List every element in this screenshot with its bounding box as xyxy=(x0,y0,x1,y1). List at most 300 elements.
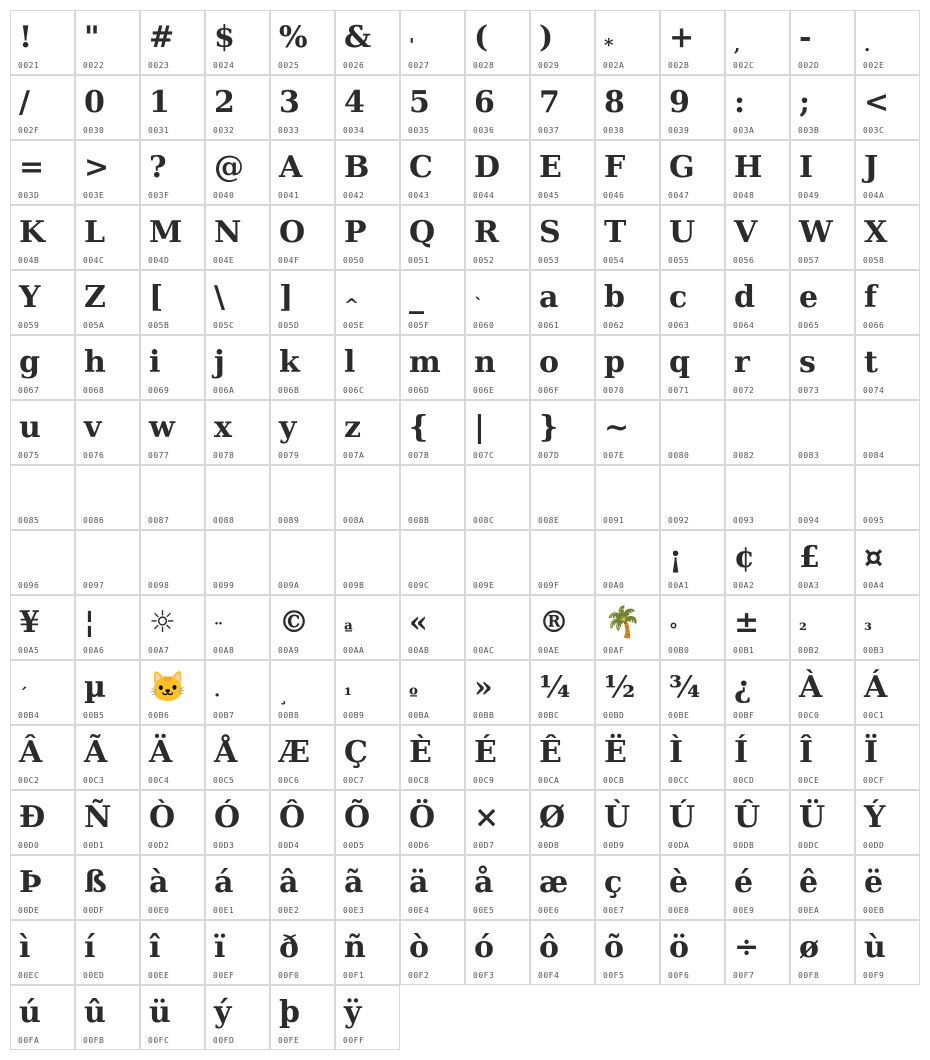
glyph-cell xyxy=(530,400,595,465)
glyph-char: ® xyxy=(539,605,569,640)
glyph-cell xyxy=(790,855,855,920)
glyph-codepoint: 008B xyxy=(408,516,430,525)
glyph-codepoint: 0026 xyxy=(343,61,365,70)
glyph-codepoint: 0069 xyxy=(148,386,170,395)
glyph-codepoint: 007C xyxy=(473,451,495,460)
glyph-char: Ä xyxy=(149,735,173,770)
glyph-cell xyxy=(270,855,335,920)
glyph-cell xyxy=(335,400,400,465)
glyph-codepoint: 00C8 xyxy=(408,776,430,785)
glyph-char: ] xyxy=(279,280,294,315)
glyph-codepoint: 00E2 xyxy=(278,906,300,915)
glyph-char: ÿ xyxy=(344,995,362,1030)
glyph-codepoint: 005C xyxy=(213,321,235,330)
glyph-char: Ö xyxy=(409,800,436,835)
glyph-cell xyxy=(205,400,270,465)
glyph-codepoint: 0050 xyxy=(343,256,365,265)
glyph-cell xyxy=(595,920,660,985)
glyph-codepoint: 0059 xyxy=(18,321,40,330)
glyph-codepoint: 009F xyxy=(538,581,560,590)
glyph-char: N xyxy=(214,215,242,250)
glyph-codepoint: 00C9 xyxy=(473,776,495,785)
glyph-char: $ xyxy=(214,20,235,55)
glyph-codepoint: 00FF xyxy=(343,1036,365,1045)
glyph-codepoint: 003C xyxy=(863,126,885,135)
glyph-char: # xyxy=(149,20,175,55)
glyph-char: p xyxy=(604,345,625,380)
glyph-char: Â xyxy=(19,735,43,770)
glyph-cell xyxy=(205,75,270,140)
glyph-codepoint: 0073 xyxy=(798,386,820,395)
glyph-char: < xyxy=(864,85,890,120)
glyph-cell xyxy=(530,595,595,660)
glyph-codepoint: 0036 xyxy=(473,126,495,135)
glyph-codepoint: 0037 xyxy=(538,126,560,135)
glyph-char: 3 xyxy=(279,85,300,120)
glyph-codepoint: 0067 xyxy=(18,386,40,395)
glyph-codepoint: 00F0 xyxy=(278,971,300,980)
glyph-char: Û xyxy=(734,800,761,835)
glyph-char: c xyxy=(669,280,688,315)
glyph-char: 🐱 xyxy=(149,670,187,705)
glyph-char: ) xyxy=(539,20,554,55)
glyph-codepoint: 00C4 xyxy=(148,776,170,785)
glyph-cell xyxy=(725,335,790,400)
glyph-cell xyxy=(270,920,335,985)
glyph-cell xyxy=(140,270,205,335)
glyph-codepoint: 0089 xyxy=(278,516,300,525)
glyph-char: 1 xyxy=(149,85,170,120)
glyph-codepoint: 0085 xyxy=(18,516,40,525)
glyph-cell xyxy=(400,855,465,920)
glyph-cell xyxy=(595,400,660,465)
glyph-char: / xyxy=(19,85,30,120)
glyph-cell xyxy=(725,205,790,270)
glyph-codepoint: 00D1 xyxy=(83,841,105,850)
glyph-char: ´ xyxy=(19,685,28,706)
glyph-cell xyxy=(400,920,465,985)
glyph-char: ü xyxy=(149,995,171,1030)
glyph-char: q xyxy=(669,345,690,380)
glyph-cell xyxy=(660,790,725,855)
glyph-codepoint: 002E xyxy=(863,61,885,70)
glyph-char: æ xyxy=(539,865,569,900)
glyph-char: t xyxy=(864,345,878,380)
glyph-cell xyxy=(205,270,270,335)
glyph-char: W xyxy=(799,215,833,250)
glyph-char: A xyxy=(279,150,303,185)
glyph-char: è xyxy=(669,865,689,900)
glyph-codepoint: 004F xyxy=(278,256,300,265)
glyph-codepoint: 00B6 xyxy=(148,711,170,720)
glyph-codepoint: 0071 xyxy=(668,386,690,395)
glyph-codepoint: 0028 xyxy=(473,61,495,70)
glyph-codepoint: 007B xyxy=(408,451,430,460)
glyph-cell xyxy=(140,660,205,725)
glyph-codepoint: 0077 xyxy=(148,451,170,460)
glyph-char: ï xyxy=(214,930,226,965)
glyph-cell xyxy=(660,140,725,205)
glyph-codepoint: 00AA xyxy=(343,646,365,655)
glyph-char: 🌴 xyxy=(604,605,642,640)
glyph-cell xyxy=(10,855,75,920)
glyph-codepoint: 0046 xyxy=(603,191,625,200)
glyph-char: : xyxy=(734,85,746,120)
glyph-codepoint: 0068 xyxy=(83,386,105,395)
glyph-cell xyxy=(335,855,400,920)
glyph-char: ~ xyxy=(604,410,630,445)
glyph-cell xyxy=(855,270,920,335)
glyph-cell xyxy=(465,140,530,205)
glyph-codepoint: 00A3 xyxy=(798,581,820,590)
glyph-codepoint: 00AB xyxy=(408,646,430,655)
glyph-codepoint: 0052 xyxy=(473,256,495,265)
glyph-cell xyxy=(75,855,140,920)
glyph-codepoint: 0096 xyxy=(18,581,40,590)
glyph-codepoint: 0083 xyxy=(798,451,820,460)
glyph-cell xyxy=(270,75,335,140)
glyph-char: Ý xyxy=(864,800,886,835)
glyph-codepoint: 007D xyxy=(538,451,560,460)
glyph-codepoint: 0087 xyxy=(148,516,170,525)
glyph-codepoint: 00D8 xyxy=(538,841,560,850)
glyph-cell xyxy=(530,140,595,205)
glyph-codepoint: 00B2 xyxy=(798,646,820,655)
glyph-char: Ð xyxy=(19,800,46,835)
glyph-cell xyxy=(10,920,75,985)
glyph-char: Ù xyxy=(604,800,631,835)
glyph-codepoint: 00B3 xyxy=(863,646,885,655)
glyph-char: ÷ xyxy=(734,930,760,965)
glyph-cell xyxy=(855,920,920,985)
glyph-cell xyxy=(790,10,855,75)
glyph-cell xyxy=(855,790,920,855)
glyph-char: ( xyxy=(474,20,489,55)
glyph-char: V xyxy=(734,215,758,250)
glyph-cell xyxy=(790,920,855,985)
glyph-char: ° xyxy=(669,620,678,641)
glyph-cell xyxy=(465,660,530,725)
glyph-char: J xyxy=(864,150,879,185)
glyph-codepoint: 00C1 xyxy=(863,711,885,720)
glyph-codepoint: 00CD xyxy=(733,776,755,785)
glyph-char: é xyxy=(734,865,754,900)
glyph-cell xyxy=(790,660,855,725)
glyph-codepoint: 00EF xyxy=(213,971,235,980)
glyph-cell xyxy=(595,725,660,790)
glyph-codepoint: 00E5 xyxy=(473,906,495,915)
glyph-char: U xyxy=(669,215,696,250)
glyph-char: | xyxy=(474,410,485,445)
glyph-codepoint: 0021 xyxy=(18,61,40,70)
glyph-codepoint: 0022 xyxy=(83,61,105,70)
glyph-codepoint: 00CE xyxy=(798,776,820,785)
glyph-cell xyxy=(725,660,790,725)
glyph-char: ù xyxy=(864,930,886,965)
glyph-cell xyxy=(270,725,335,790)
glyph-codepoint: 002D xyxy=(798,61,820,70)
glyph-char: È xyxy=(409,735,432,770)
glyph-char: Ë xyxy=(604,735,627,770)
glyph-cell xyxy=(10,530,75,595)
glyph-codepoint: 00F7 xyxy=(733,971,755,980)
glyph-char: 5 xyxy=(409,85,430,120)
glyph-char: ú xyxy=(19,995,41,1030)
glyph-codepoint: 0029 xyxy=(538,61,560,70)
glyph-codepoint: 002F xyxy=(18,126,40,135)
glyph-char: þ xyxy=(279,995,300,1030)
glyph-char: S xyxy=(539,215,561,250)
glyph-char: « xyxy=(409,605,428,640)
glyph-cell xyxy=(530,270,595,335)
glyph-char: ; xyxy=(799,85,811,120)
glyph-char: ì xyxy=(19,930,31,965)
glyph-codepoint: 00F6 xyxy=(668,971,690,980)
glyph-char: a xyxy=(539,280,559,315)
glyph-char: - xyxy=(799,20,812,55)
glyph-codepoint: 0047 xyxy=(668,191,690,200)
glyph-cell xyxy=(855,10,920,75)
glyph-cell xyxy=(140,920,205,985)
glyph-char: e xyxy=(799,280,819,315)
glyph-codepoint: 00D5 xyxy=(343,841,365,850)
glyph-cell xyxy=(725,140,790,205)
glyph-char: Ò xyxy=(149,800,176,835)
glyph-char: Ô xyxy=(279,800,306,835)
glyph-cell xyxy=(75,335,140,400)
glyph-cell xyxy=(530,75,595,140)
glyph-cell xyxy=(10,985,75,1050)
glyph-char: o xyxy=(539,345,560,380)
glyph-codepoint: 00A4 xyxy=(863,581,885,590)
glyph-char: 4 xyxy=(344,85,365,120)
glyph-codepoint: 006D xyxy=(408,386,430,395)
glyph-codepoint: 00D0 xyxy=(18,841,40,850)
glyph-codepoint: 005A xyxy=(83,321,105,330)
glyph-char: i xyxy=(149,345,161,380)
glyph-codepoint: 003F xyxy=(148,191,170,200)
glyph-cell xyxy=(270,595,335,660)
glyph-cell xyxy=(140,140,205,205)
glyph-char: » xyxy=(474,670,493,705)
glyph-cell xyxy=(660,75,725,140)
glyph-char: w xyxy=(149,410,175,445)
glyph-codepoint: 0095 xyxy=(863,516,885,525)
glyph-codepoint: 00E7 xyxy=(603,906,625,915)
glyph-cell xyxy=(140,725,205,790)
glyph-codepoint: 0056 xyxy=(733,256,755,265)
glyph-char: L xyxy=(84,215,106,250)
glyph-cell xyxy=(205,855,270,920)
glyph-codepoint: 00A6 xyxy=(83,646,105,655)
glyph-cell xyxy=(205,660,270,725)
glyph-codepoint: 00EC xyxy=(18,971,40,980)
glyph-cell xyxy=(790,465,855,530)
glyph-char: 7 xyxy=(539,85,560,120)
glyph-cell xyxy=(75,400,140,465)
glyph-char: Í xyxy=(734,735,749,770)
glyph-cell xyxy=(855,725,920,790)
glyph-cell xyxy=(10,465,75,530)
glyph-cell xyxy=(335,920,400,985)
glyph-char: B xyxy=(344,150,370,185)
glyph-codepoint: 00B8 xyxy=(278,711,300,720)
glyph-cell xyxy=(140,75,205,140)
glyph-codepoint: 006B xyxy=(278,386,300,395)
glyph-codepoint: 0088 xyxy=(213,516,235,525)
glyph-char: á xyxy=(214,865,234,900)
glyph-codepoint: 00D7 xyxy=(473,841,495,850)
glyph-char: ^ xyxy=(344,295,360,316)
glyph-cell xyxy=(790,335,855,400)
glyph-char: ä xyxy=(409,865,429,900)
glyph-cell xyxy=(530,660,595,725)
glyph-cell xyxy=(855,335,920,400)
glyph-cell xyxy=(660,335,725,400)
glyph-char: ò xyxy=(409,930,430,965)
glyph-cell xyxy=(530,920,595,985)
glyph-codepoint: 00E1 xyxy=(213,906,235,915)
glyph-char: j xyxy=(214,345,225,380)
glyph-codepoint: 0076 xyxy=(83,451,105,460)
glyph-cell xyxy=(335,595,400,660)
glyph-cell xyxy=(530,10,595,75)
glyph-cell xyxy=(855,205,920,270)
glyph-codepoint: 00E0 xyxy=(148,906,170,915)
glyph-cell xyxy=(725,10,790,75)
glyph-cell xyxy=(400,205,465,270)
glyph-cell xyxy=(660,270,725,335)
glyph-cell xyxy=(465,10,530,75)
glyph-char: @ xyxy=(214,150,244,185)
glyph-codepoint: 00DE xyxy=(18,906,40,915)
glyph-cell xyxy=(725,400,790,465)
glyph-char: & xyxy=(344,20,372,55)
glyph-char: ☼ xyxy=(149,605,176,640)
glyph-char: % xyxy=(279,20,308,55)
glyph-cell xyxy=(75,10,140,75)
glyph-cell xyxy=(725,530,790,595)
glyph-char: s xyxy=(799,345,816,380)
glyph-codepoint: 00D4 xyxy=(278,841,300,850)
glyph-cell xyxy=(140,335,205,400)
glyph-char: z xyxy=(344,410,362,445)
glyph-codepoint: 0053 xyxy=(538,256,560,265)
glyph-char: b xyxy=(604,280,625,315)
glyph-cell xyxy=(660,855,725,920)
glyph-cell xyxy=(660,400,725,465)
glyph-cell xyxy=(10,725,75,790)
glyph-char: R xyxy=(474,215,499,250)
glyph-codepoint: 00E6 xyxy=(538,906,560,915)
glyph-codepoint: 003E xyxy=(83,191,105,200)
glyph-codepoint: 002B xyxy=(668,61,690,70)
glyph-char: Ê xyxy=(539,735,562,770)
glyph-char: £ xyxy=(799,540,820,575)
glyph-char: T xyxy=(604,215,627,250)
glyph-codepoint: 0080 xyxy=(668,451,690,460)
glyph-char: ` xyxy=(474,295,483,316)
glyph-codepoint: 00F5 xyxy=(603,971,625,980)
glyph-codepoint: 0043 xyxy=(408,191,430,200)
glyph-codepoint: 00EE xyxy=(148,971,170,980)
glyph-char: l xyxy=(344,345,356,380)
glyph-cell xyxy=(75,790,140,855)
glyph-cell xyxy=(270,140,335,205)
glyph-cell xyxy=(530,530,595,595)
glyph-codepoint: 00C6 xyxy=(278,776,300,785)
glyph-cell xyxy=(400,400,465,465)
glyph-cell xyxy=(10,595,75,660)
glyph-codepoint: 00F8 xyxy=(798,971,820,980)
glyph-cell xyxy=(595,790,660,855)
glyph-char: ê xyxy=(799,865,819,900)
glyph-codepoint: 0058 xyxy=(863,256,885,265)
glyph-cell xyxy=(75,985,140,1050)
glyph-char: y xyxy=(279,410,297,445)
glyph-cell xyxy=(335,75,400,140)
glyph-codepoint: 00CF xyxy=(863,776,885,785)
glyph-codepoint: 0039 xyxy=(668,126,690,135)
glyph-cell xyxy=(465,465,530,530)
glyph-cell xyxy=(205,465,270,530)
glyph-codepoint: 00A7 xyxy=(148,646,170,655)
glyph-char: ¨ xyxy=(214,620,223,641)
glyph-codepoint: 004C xyxy=(83,256,105,265)
glyph-codepoint: 00C2 xyxy=(18,776,40,785)
glyph-cell xyxy=(75,595,140,660)
glyph-char: ¾ xyxy=(669,670,701,705)
glyph-char: 2 xyxy=(214,85,235,120)
glyph-char: X xyxy=(864,215,888,250)
glyph-codepoint: 00C0 xyxy=(798,711,820,720)
glyph-codepoint: 0074 xyxy=(863,386,885,395)
glyph-char: h xyxy=(84,345,106,380)
glyph-char: ? xyxy=(149,150,167,185)
glyph-cell xyxy=(400,140,465,205)
glyph-cell xyxy=(790,270,855,335)
glyph-codepoint: 00B4 xyxy=(18,711,40,720)
glyph-cell xyxy=(75,920,140,985)
glyph-codepoint: 0054 xyxy=(603,256,625,265)
glyph-char: ³ xyxy=(864,620,872,641)
glyph-cell xyxy=(595,595,660,660)
glyph-cell xyxy=(75,530,140,595)
glyph-cell xyxy=(855,855,920,920)
glyph-char: Þ xyxy=(19,865,42,900)
glyph-cell xyxy=(855,660,920,725)
glyph-cell xyxy=(465,75,530,140)
glyph-cell xyxy=(530,855,595,920)
glyph-char: 0 xyxy=(84,85,105,120)
glyph-codepoint: 0034 xyxy=(343,126,365,135)
glyph-codepoint: 00F4 xyxy=(538,971,560,980)
glyph-char: õ xyxy=(604,930,625,965)
glyph-cell xyxy=(465,205,530,270)
glyph-cell xyxy=(855,75,920,140)
glyph-codepoint: 004A xyxy=(863,191,885,200)
glyph-char: Ï xyxy=(864,735,879,770)
glyph-cell xyxy=(205,790,270,855)
glyph-codepoint: 0033 xyxy=(278,126,300,135)
glyph-cell xyxy=(790,530,855,595)
glyph-codepoint: 00AF xyxy=(603,646,625,655)
glyph-char: _ xyxy=(409,280,424,315)
glyph-char: g xyxy=(19,345,40,380)
glyph-codepoint: 007A xyxy=(343,451,365,460)
glyph-cell xyxy=(75,75,140,140)
glyph-codepoint: 004D xyxy=(148,256,170,265)
